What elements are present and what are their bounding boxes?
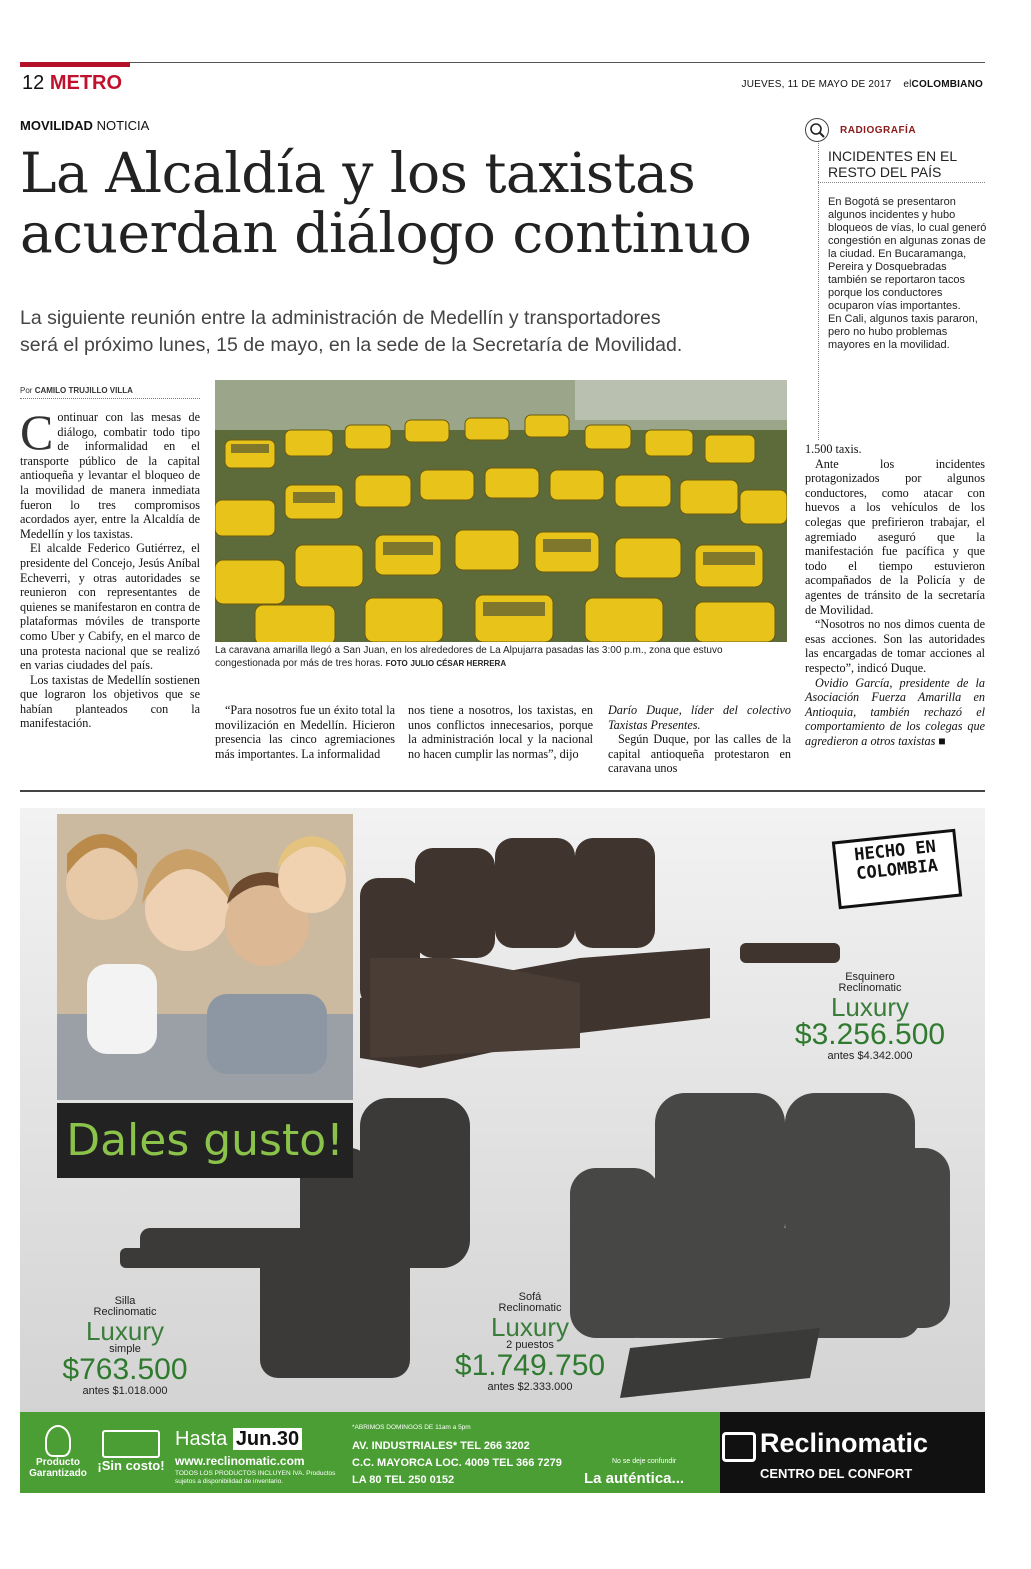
store-item: AV. INDUSTRIALES* TEL 266 3202	[352, 1440, 530, 1452]
sidebar-label: RADIOGRAFÍA	[840, 125, 917, 136]
store-item: C.C. MAYORCA LOC. 4009 TEL 366 7279	[352, 1457, 562, 1469]
deck-line-2: será el próximo lunes, 15 de mayo, en la sede de la Secretaría de Movilidad.	[20, 334, 683, 356]
product-brand: Reclinomatic	[498, 1302, 562, 1314]
product-loveseat	[440, 1292, 620, 1393]
reclinomatic-tagline: CENTRO DEL CONFORT	[760, 1466, 913, 1481]
caption-text: La caravana amarilla llegó a San Juan, en los alrededores de La Alpujarra pasadas las 3:00 p.m., zona que estuvo congestionada por más de tres horas.	[215, 645, 723, 669]
product-price: $1.749.750	[454, 1349, 606, 1382]
ad-slogan: Dales gusto!	[57, 1103, 353, 1178]
taxi-traffic-image	[215, 380, 787, 642]
top-rule	[20, 62, 985, 63]
paragraph: Según Duque, por las calles de la capital antioqueña protestaron en caravana unos	[608, 732, 791, 776]
store-item: LA 80 TEL 250 0152	[352, 1474, 455, 1486]
product-type: Sofá	[518, 1291, 542, 1303]
page-number	[22, 72, 122, 95]
byline-name: CAMILO TRUJILLO VILLA	[34, 386, 133, 395]
sidebar-paragraph: En Cali, algunos taxis pararon, pero no hubo problemas mayores en la movilidad.	[828, 313, 978, 351]
product-line: Luxury	[85, 1316, 165, 1346]
until-prefix: Hasta	[175, 1428, 228, 1450]
section-color-bar	[20, 62, 130, 67]
delivery-text: ¡Sin costo!	[97, 1458, 165, 1473]
paragraph: El alcalde Federico Gutiérrez, el presidente del Concejo, Jesús Aníbal Echeverri, y otras autoridades se reunieron con representantes de quienes se manifestaron en contra de plataformas móviles de transporte como Uber y Cabify, en el marco de una protesta nacional que se realizó en varias ciudades del país.	[20, 541, 200, 673]
drop-cap: C	[20, 404, 54, 460]
article-column-1	[20, 404, 200, 731]
store-list	[352, 1438, 562, 1489]
reclinomatic-logo-text: Reclinomatic	[760, 1428, 929, 1458]
section-name: METRO	[49, 72, 123, 94]
product-line: Luxury	[830, 992, 910, 1022]
article-section	[20, 118, 149, 133]
photo-credit: JULIO CÉSAR HERRERA	[410, 658, 507, 668]
sundays-note: *ABRIMOS DOMINGOS DE 11am a 5pm	[352, 1424, 471, 1431]
brand-name: COLOMBIANO	[911, 79, 983, 90]
product-corner-sofa	[780, 972, 960, 1062]
reclinomatic-logo-icon	[722, 1432, 756, 1462]
issue-date: JUEVES, 11 DE MAYO DE 2017	[741, 79, 892, 90]
product-brand: Reclinomatic	[838, 982, 902, 994]
headline-line-2: acuerdan diálogo continuo	[20, 201, 752, 265]
paragraph: Ante los incidentes protagonizados por algunos conductores, como atacar con huevos a los vehículos de los colegas que prefirieron trabajar, el agremiado aseguró que la manifestación fue pacífica y que todo el tiempo estuvieron acompañados de la Policía y de agentes de tránsito de la secretaría de Movilidad.	[805, 456, 985, 617]
truck-icon	[102, 1430, 160, 1458]
guarantee-text: Producto Garantizado	[29, 1457, 87, 1479]
paragraph: Los taxistas de Medellín sostienen que lograron los objetivos que se habían planteados con la manifestación.	[20, 672, 200, 731]
paragraph: “Para nosotros fue un éxito total la movilización en Medellín. Hicieron presencia las cinco agremiaciones más importantes. La informalidad	[215, 703, 395, 761]
autentica: La auténtica...	[584, 1470, 685, 1487]
product-price: $3.256.500	[794, 1018, 946, 1051]
brand-prefix: el	[903, 79, 912, 90]
headline-line-1: La Alcaldía y los taxistas	[20, 141, 696, 205]
product-price: $763.500	[62, 1353, 188, 1386]
product-type: Silla	[114, 1295, 136, 1307]
paragraph: ontinuar con las mesas de diálogo, combatir todo tipo de informalidad en el transporte público de la capital antioqueña y levantar el bloqueo de la movilidad de manera inmediata fueron lo tres compromisos acordados ayer, entre la Alcaldía de Medellín y los taxistas.	[20, 410, 200, 541]
product-type: Esquinero	[845, 971, 895, 983]
medal-icon	[45, 1425, 71, 1457]
product-variant: simple	[109, 1343, 141, 1355]
guarantee-block	[28, 1425, 88, 1479]
byline-rule	[20, 398, 200, 399]
byline	[20, 386, 133, 395]
article-ad-separator	[20, 790, 985, 792]
product-before-price: antes $4.342.000	[827, 1050, 913, 1062]
article-column-5	[805, 442, 985, 748]
sidebar-paragraph: En Bogotá se presentaron algunos incidentes y hubo bloqueos de vías, lo cual generó congestión en algunas zonas de la ciudad. En Bucaramanga, Pereira y Dosquebradas también se reportaron tacos porque los conductores ocuparon vías importantes.	[828, 196, 987, 312]
website: www.reclinomatic.com	[175, 1454, 305, 1468]
article-deck	[20, 305, 790, 359]
article-kind: NOTICIA	[96, 118, 150, 133]
family-photo	[57, 814, 353, 1100]
photo-credit-label: FOTO	[385, 658, 408, 668]
sidebar-rule	[818, 140, 820, 440]
dateline	[742, 79, 983, 90]
paragraph	[805, 676, 985, 749]
article-column-3	[408, 703, 593, 761]
article-photo-taxis	[215, 380, 787, 642]
sidebar-body	[828, 196, 988, 352]
paragraph: Darío Duque, líder del colectivo Taxistas Presentes.	[608, 703, 791, 732]
paragraph: nos tiene a nosotros, los taxistas, en unos conflictos innecesarios, porque la administración local y la nacional no hacen cumplir las normas”, dijo	[408, 703, 593, 761]
photo-caption	[215, 645, 787, 670]
quote-attribution: Ovidio García, presidente de la Asociación Fuerza Amarilla en Antioquia, también rechazó el comportamiento de los colegas que agredieron a otros taxistas	[805, 675, 985, 748]
family-illustration	[57, 814, 353, 1100]
sidebar-heading: INCIDENTES EN EL RESTO DEL PAÍS	[828, 148, 957, 180]
paragraph: “Nosotros no nos dimos cuenta de esas acciones. Son las autoridades las encargadas de tomar acciones al respecto”, indicó Duque.	[805, 617, 985, 675]
deck-line-1: La siguiente reunión entre la administración de Medellín y transportadores	[20, 307, 661, 329]
product-before-price: antes $1.018.000	[82, 1385, 168, 1397]
product-before-price: antes $2.333.000	[487, 1381, 573, 1393]
article-headline	[20, 143, 810, 263]
end-mark: ■	[938, 733, 946, 748]
byline-prefix: Por	[20, 386, 33, 395]
paragraph: 1.500 taxis.	[805, 442, 862, 456]
delivery-block	[96, 1430, 166, 1473]
product-line: Luxury	[490, 1312, 570, 1342]
article-column-4	[608, 703, 791, 776]
until-date: Jun.30	[233, 1428, 302, 1450]
article-column-2	[215, 703, 395, 761]
no-confundir: No se deje confundir	[612, 1458, 677, 1465]
magnifier-icon	[805, 118, 829, 142]
section-label: MOVILIDAD	[20, 118, 93, 133]
promo-until	[175, 1428, 302, 1451]
product-brand: Reclinomatic	[93, 1306, 157, 1318]
legal-note: TODOS LOS PRODUCTOS INCLUYEN IVA. Productos sujetos a disponibilidad de inventario.	[175, 1470, 336, 1485]
product-chair	[40, 1296, 210, 1397]
page-number-value: 12	[22, 72, 45, 94]
sidebar-heading-rule	[818, 182, 985, 183]
product-variant: 2 puestos	[506, 1339, 554, 1351]
hecho-en-colombia-badge: HECHO EN COLOMBIA	[832, 829, 962, 910]
